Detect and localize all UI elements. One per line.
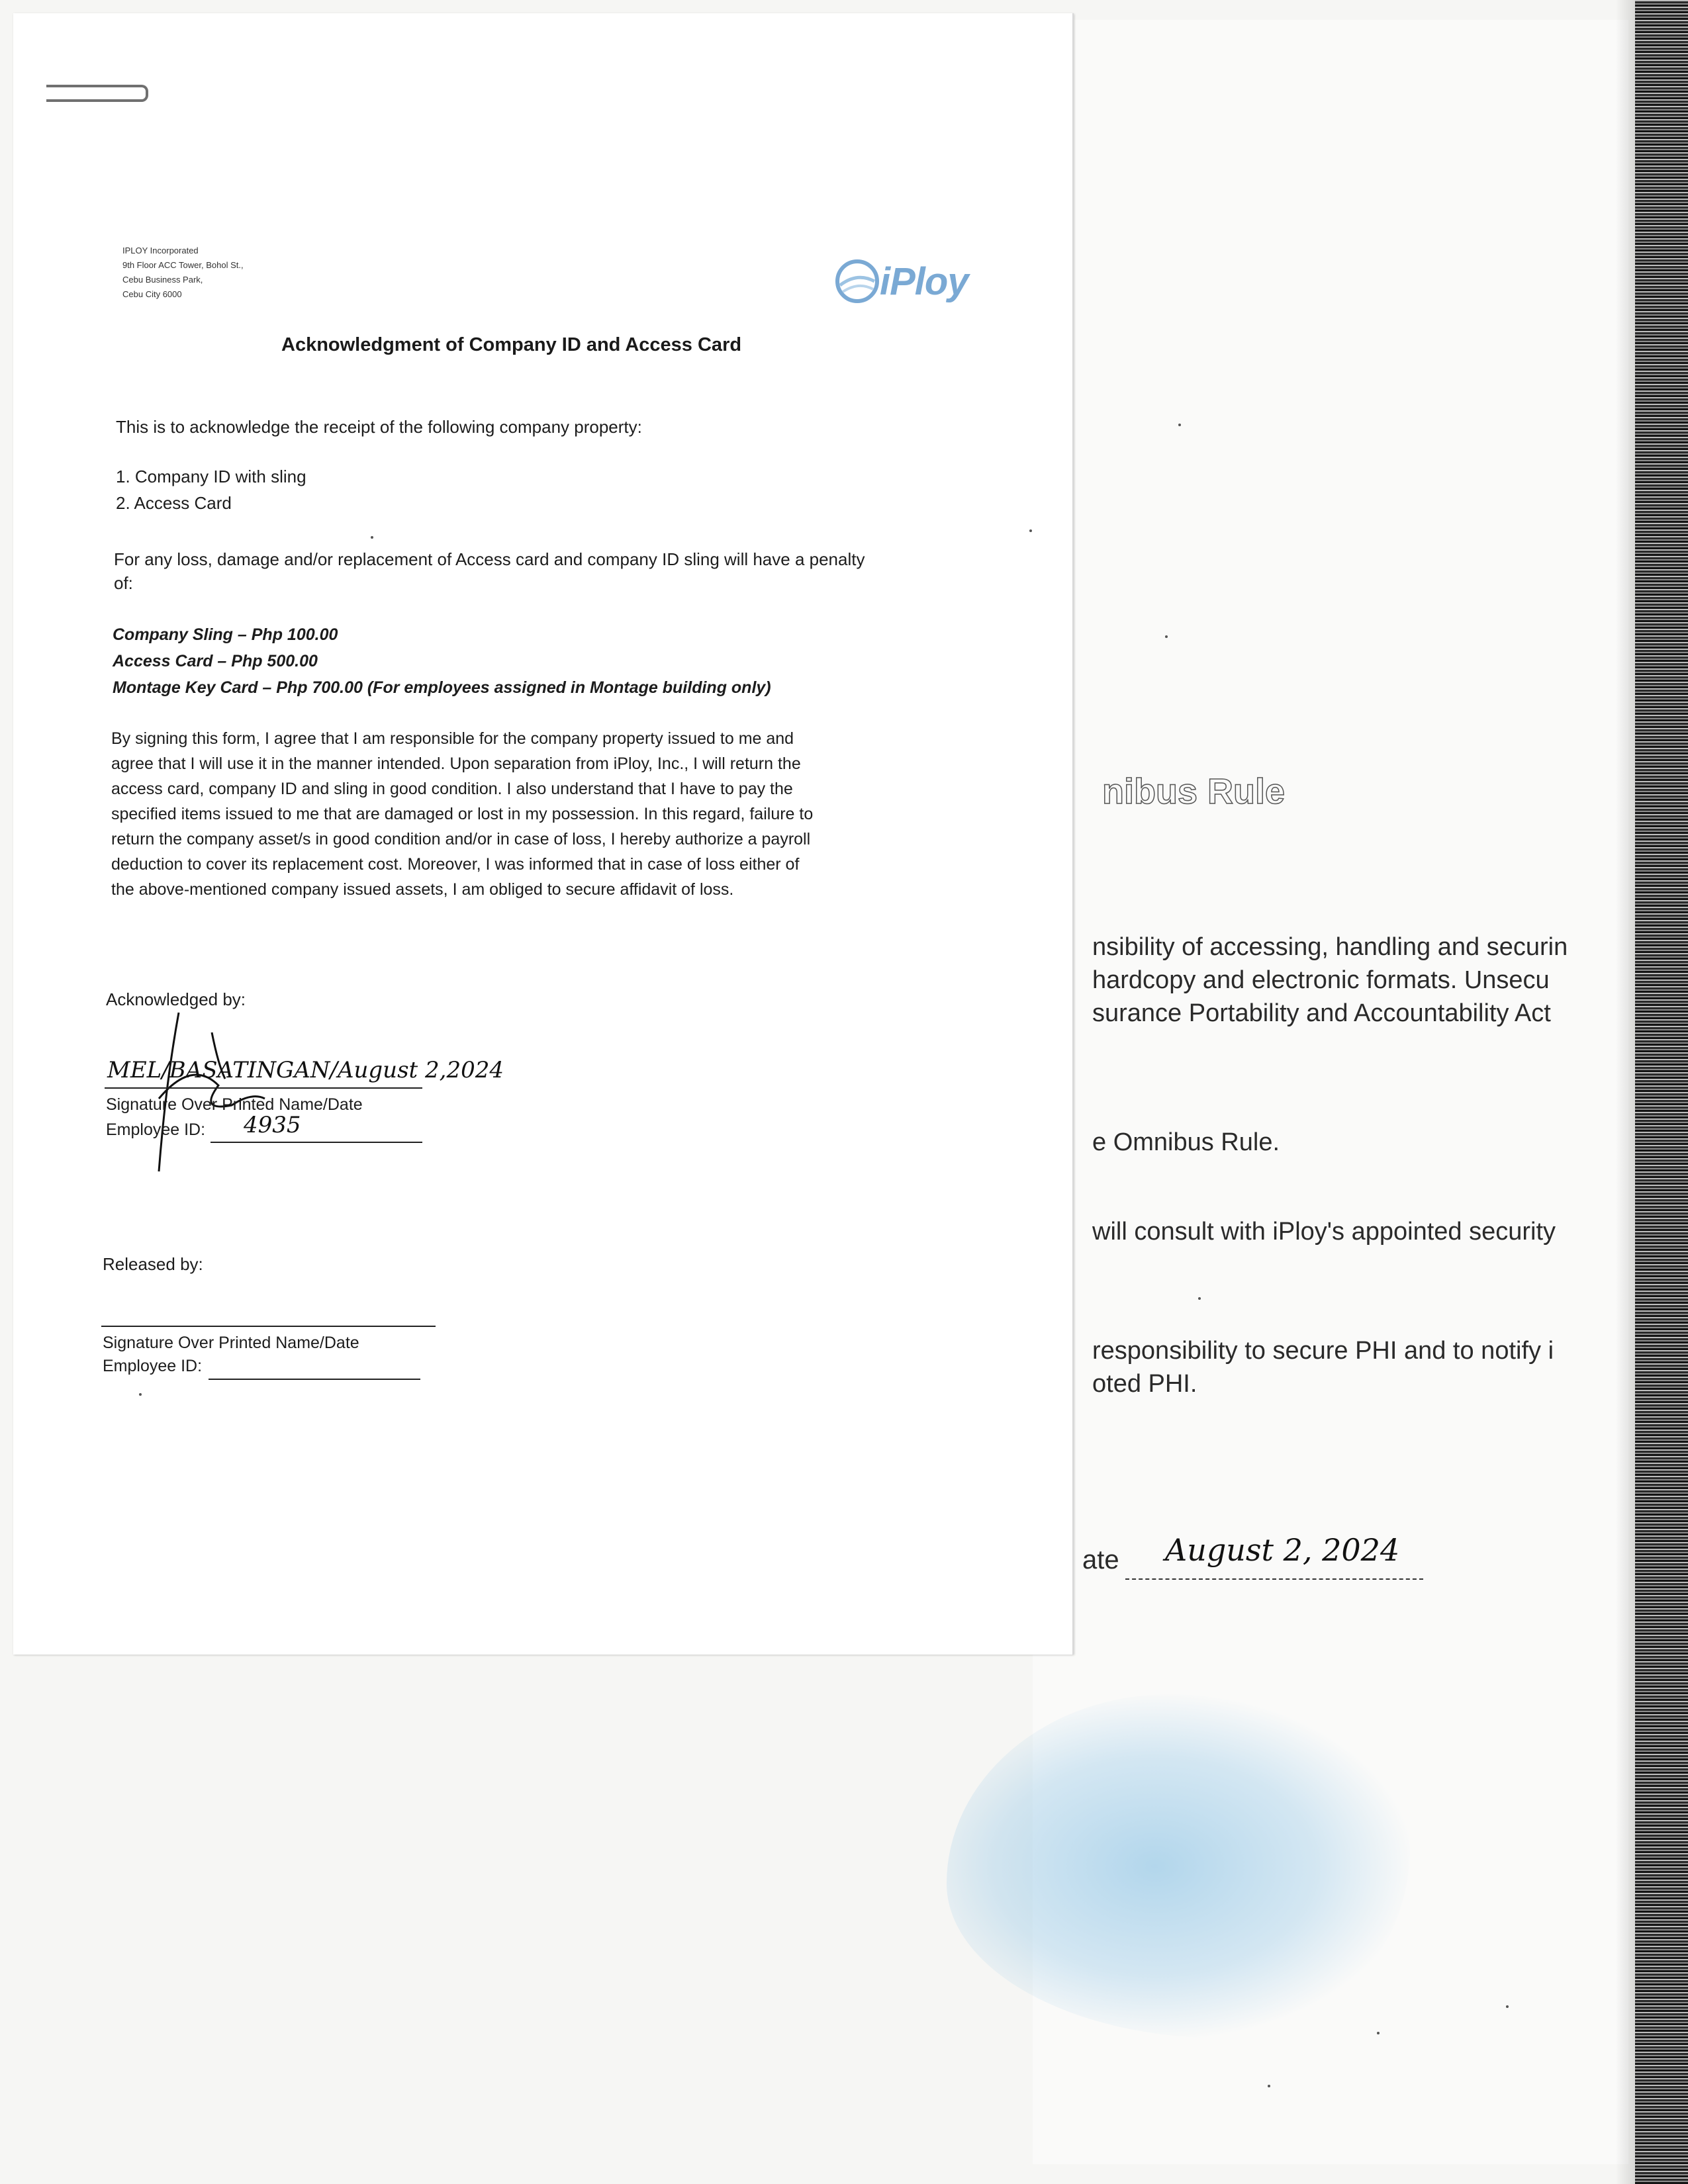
penalty-intro-line-1: For any loss, damage and/or replacement of Access card and company ID sling will have a penalty <box>114 549 865 569</box>
underlying-date-label: ate <box>1082 1545 1119 1574</box>
document-title: Acknowledgment of Company ID and Access Card <box>281 334 742 355</box>
intro-text: This is to acknowledge the receipt of the following company property: <box>116 417 642 437</box>
scanner-edge-shadow <box>1615 0 1635 2184</box>
underlying-line-3: surance Portability and Accountability Act <box>1092 999 1551 1027</box>
handwritten-name-date: MEL/BASATINGAN/August 2,2024 <box>107 1057 504 1083</box>
employee-id-line-1 <box>211 1142 422 1143</box>
item-access-card: 2. Access Card <box>116 493 232 513</box>
address-line-3: Cebu Business Park, <box>122 275 203 285</box>
agreement-line: deduction to cover its replacement cost. Moreover, I was informed that in case of loss either of <box>111 855 800 874</box>
handwritten-employee-id: 4935 <box>244 1112 301 1138</box>
company-address <box>122 244 244 302</box>
penalty-access-card: Access Card – Php 500.00 <box>113 652 318 670</box>
item-company-id: 1. Company ID with sling <box>116 467 306 486</box>
agreement-line: access card, company ID and sling in good condition. I also understand that I have to pay the <box>111 780 793 798</box>
address-line-4: Cebu City 6000 <box>122 289 182 299</box>
underlying-date-line <box>1125 1578 1423 1580</box>
logo-globe-icon <box>831 255 884 308</box>
penalty-company-sling: Company Sling – Php 100.00 <box>113 625 338 644</box>
penalty-montage-key-card: Montage Key Card – Php 700.00 (For employees assigned in Montage building only) <box>113 678 771 697</box>
underlying-line-7: oted PHI. <box>1092 1370 1197 1398</box>
scanner-edge-stripes <box>1635 0 1688 2184</box>
logo-text: iPloy <box>880 259 968 303</box>
address-line-2: 9th Floor ACC Tower, Bohol St., <box>122 260 244 270</box>
agreement-line: the above-mentioned company issued assets, I am obliged to secure affidavit of loss. <box>111 880 734 899</box>
underlying-line-5: will consult with iPloy's appointed security <box>1092 1218 1556 1246</box>
address-line-1: IPLOY Incorporated <box>122 246 199 255</box>
staple-mark <box>46 85 148 102</box>
employee-id-line-2 <box>209 1379 420 1380</box>
company-logo <box>831 251 968 311</box>
agreement-line: agree that I will use it in the manner intended. Upon separation from iPloy, Inc., I will return the <box>111 754 801 773</box>
signature-line-1 <box>105 1087 422 1089</box>
signature-line-2 <box>101 1326 436 1327</box>
employee-id-label-2: Employee ID: <box>103 1357 203 1375</box>
employee-id-label-1: Employee ID: <box>106 1120 206 1139</box>
released-by-label: Released by: <box>103 1254 203 1274</box>
underlying-line-2: hardcopy and electronic formats. Unsecu <box>1092 966 1550 994</box>
underlying-handwritten-date: August 2, 2024 <box>1165 1532 1400 1568</box>
agreement-paragraph <box>111 726 952 902</box>
signature-caption-2: Signature Over Printed Name/Date <box>103 1334 359 1352</box>
underlying-page-title: nibus Rule <box>1102 772 1286 811</box>
acknowledged-by-label: Acknowledged by: <box>106 989 246 1009</box>
agreement-line: return the company asset/s in good condition and/or in case of loss, I hereby authorize a payroll <box>111 830 811 848</box>
signature-caption-1: Signature Over Printed Name/Date <box>106 1095 363 1114</box>
agreement-line: specified items issued to me that are damaged or lost in my possession. In this regard, failure to <box>111 805 814 823</box>
underlying-line-1: nsibility of accessing, handling and securin <box>1092 933 1568 961</box>
underlying-line-4: e Omnibus Rule. <box>1092 1128 1280 1156</box>
underlying-line-6: responsibility to secure PHI and to notify i <box>1092 1337 1554 1365</box>
agreement-line: By signing this form, I agree that I am responsible for the company property issued to me and <box>111 729 794 748</box>
penalty-intro-line-2: of: <box>114 573 133 593</box>
